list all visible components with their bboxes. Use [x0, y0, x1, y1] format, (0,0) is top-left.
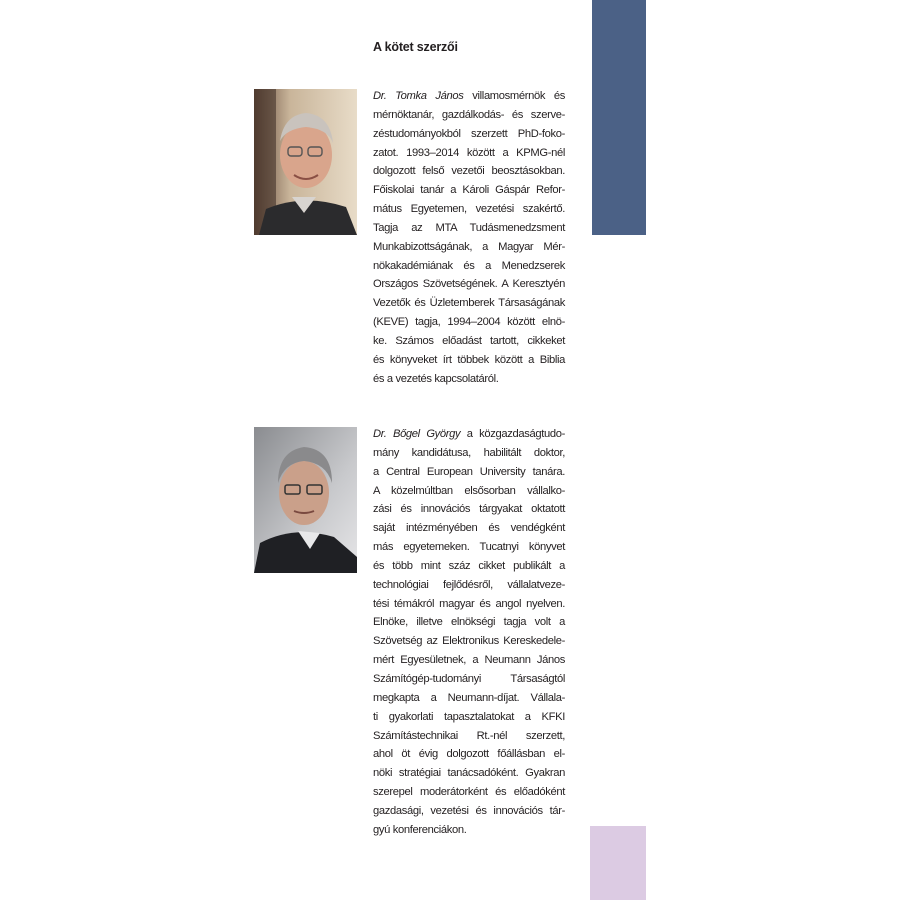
bio-line: és könyveket írt többek között a Biblia: [373, 353, 565, 366]
bio-line: villamosmérnök és: [463, 90, 565, 102]
bio-line: nökakadémiának és a Menedzserek: [373, 259, 565, 272]
bio-line: mért Egyesületnek, a Neumann János: [373, 654, 565, 667]
bio-line: megkapta a Neumann-díjat. Vállala-: [373, 691, 565, 704]
bio-line: gazdasági, vezetési és innovációs tár-: [373, 804, 565, 817]
decorative-bar-top: [592, 0, 646, 235]
bio-line: Elnöke, illetve elnökségi tagja volt a: [373, 616, 565, 629]
bio-line: gyú konferenciákon.: [373, 823, 467, 836]
bio-line: szerepel moderátorként és előadóként: [373, 786, 565, 799]
bio-line: és több mint száz cikket publikált a: [373, 559, 565, 572]
bio-line: (KEVE) tagja, 1994–2004 között elnö-: [373, 316, 565, 329]
bio-line: ti gyakorlati tapasztalatokat a KFKI: [373, 710, 565, 723]
bio-line: Számítógép-tudományi Társaságtól: [373, 672, 565, 685]
bio-line: saját intézményében és vendégként: [373, 522, 565, 535]
bio-line: és a vezetés kapcsolatáról.: [373, 372, 499, 385]
bio-line: Vezetők és Üzletemberek Társaságának: [373, 297, 565, 310]
author-photo-tomka: [254, 89, 357, 235]
bio-line: Főiskolai tanár a Károli Gáspár Refor-: [373, 184, 565, 197]
portrait-icon: [254, 427, 357, 573]
bio-line: mérnöktanár, gazdálkodás- és szerve-: [373, 108, 565, 121]
author-bio-bogel: [373, 425, 565, 840]
bio-line: Munkabizottságának, a Magyar Mér-: [373, 240, 565, 253]
bio-line: nöki stratégiai tanácsadóként. Gyakran: [373, 767, 565, 780]
bio-line: Szövetség az Elektronikus Kereskedele-: [373, 635, 565, 648]
bio-line: a közgazdaságtudo-: [460, 428, 565, 440]
bio-line: technológiai fejlődésről, vállalatveze-: [373, 578, 565, 591]
bio-line: zatot. 1993–2014 között a KPMG-nél: [373, 146, 565, 159]
bio-line: Országos Szövetségének. A Keresztyén: [373, 278, 565, 291]
bio-line: dolgozott felső vezetői beosztásokban.: [373, 165, 565, 178]
portrait-icon: [254, 89, 357, 235]
bio-line: Számítástechnikai Rt.-nél szerzett,: [373, 729, 565, 742]
bio-line: a Central European University tanára.: [373, 465, 565, 478]
bio-line: A közelmúltban elsősorban vállalko-: [373, 484, 565, 497]
bio-line: más egyetemeken. Tucatnyi könyvet: [373, 541, 565, 554]
bio-line: zéstudományokból szerzett PhD-foko-: [373, 127, 565, 140]
bio-line: mátus Egyetemen, vezetési szakértő.: [373, 203, 565, 216]
decorative-bar-bottom: [590, 826, 646, 900]
author-photo-bogel: [254, 427, 357, 573]
author-bio-tomka: [373, 87, 565, 389]
author-name: Dr. Tomka János: [373, 90, 464, 102]
page-heading: A kötet szerzői: [373, 40, 458, 54]
bio-line: tési témákról magyar és angol nyelven.: [373, 597, 565, 610]
bio-line: mány kandidátusa, habilitált doktor,: [373, 446, 565, 459]
bio-line: ahol öt évig dolgozott főállásban el-: [373, 748, 565, 761]
bio-line: Tagja az MTA Tudásmenedzsment: [373, 221, 565, 234]
bio-line: ke. Számos előadást tartott, cikkeket: [373, 334, 565, 347]
bio-line: zási és innovációs tárgyakat oktatott: [373, 503, 565, 516]
author-name: Dr. Bőgel György: [373, 428, 461, 440]
